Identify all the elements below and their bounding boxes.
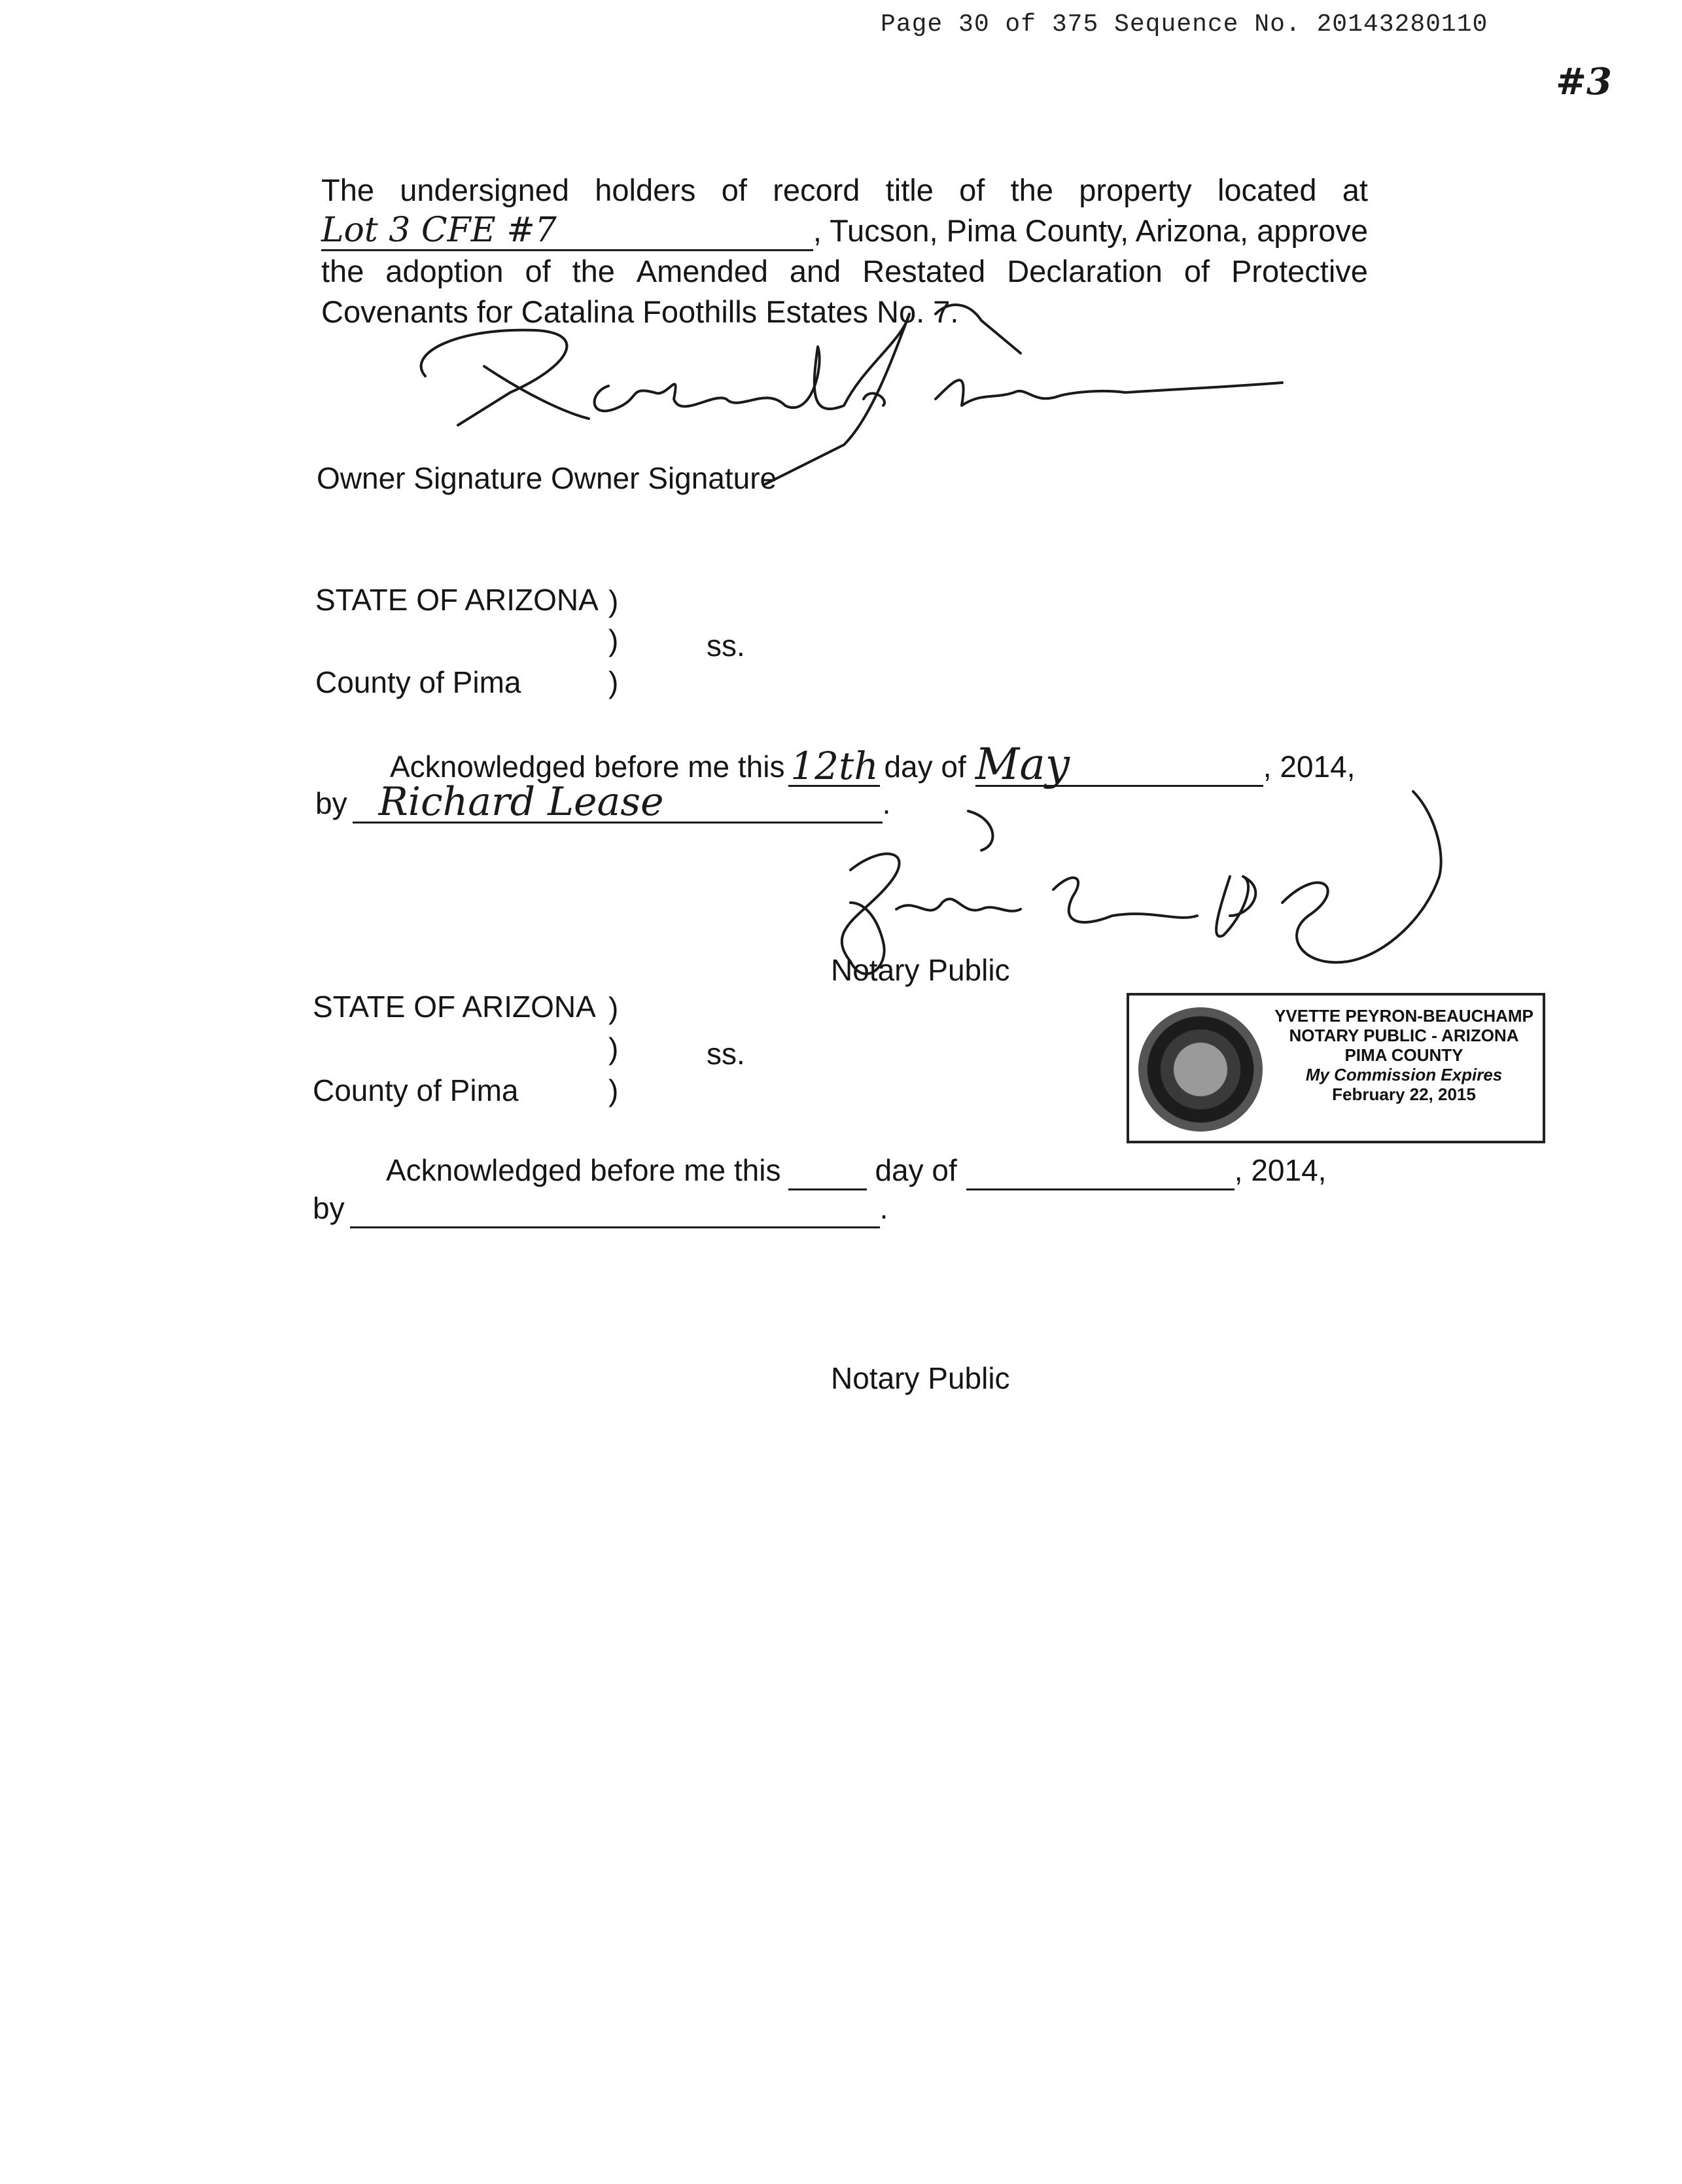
line3-word: of	[525, 254, 551, 288]
ack1-paren-3: )	[608, 665, 619, 699]
line3-word: Declaration	[1007, 254, 1163, 288]
ack1-paren-2: )	[608, 623, 619, 657]
stamp-county: PIMA COUNTY	[1344, 1045, 1463, 1065]
ack2-county-label: County of Pima	[313, 1073, 519, 1107]
line3-word: adoption	[385, 254, 504, 288]
corner-page-mark: #3	[1556, 60, 1612, 103]
line1-word: at	[1342, 173, 1368, 207]
property-location-field: Lot 3 CFE #7	[321, 211, 813, 251]
ack1-ss: ss.	[707, 629, 745, 663]
owner-signature-label: Owner Signature Owner Signature	[317, 461, 777, 495]
stamp-notary-name: YVETTE PEYRON-BEAUCHAMP	[1274, 1006, 1533, 1026]
ack2-ss: ss.	[707, 1037, 745, 1071]
ack2-state-label: STATE OF ARIZONA	[313, 990, 596, 1024]
signature-loop	[968, 811, 992, 850]
ack2-notary-public-label: Notary Public	[831, 1361, 1010, 1395]
line1-word: record	[773, 173, 860, 207]
ack2-paren-2: )	[608, 1031, 619, 1066]
ack1-name-field: Richard Lease	[353, 782, 883, 823]
ack1-by: by	[315, 786, 347, 820]
stamp-notary-title: NOTARY PUBLIC - ARIZONA	[1289, 1026, 1519, 1045]
line1-word: located	[1217, 173, 1317, 207]
ack1-period: .	[882, 786, 891, 820]
line3-word: the	[321, 254, 364, 288]
line3-word: the	[572, 254, 615, 288]
declaration-line-2-rest: , Tucson, Pima County, Arizona, approve	[813, 213, 1368, 248]
ack1-ack-prefix: Acknowledged before me this	[390, 750, 785, 784]
ack1-paren-1: )	[608, 584, 619, 618]
stamp-commission-label: My Commission Expires	[1305, 1065, 1503, 1084]
line3-word: Amended	[636, 254, 768, 288]
signature-flourish	[936, 305, 1021, 353]
page-sequence-header: Page 30 of 375 Sequence No. 20143280110	[881, 10, 1488, 39]
notary-signature	[842, 791, 1441, 974]
line1-word: the	[1010, 173, 1053, 207]
line3-word: Protective	[1231, 254, 1368, 288]
line1-word: of	[721, 173, 747, 207]
ack2-paren-3: )	[608, 1073, 619, 1107]
ack1-month-field: May	[975, 744, 1263, 787]
ack1-day-of: day of	[884, 750, 966, 784]
ack1-notary-public-label: Notary Public	[831, 953, 1010, 987]
ack1-year: , 2014,	[1263, 750, 1356, 784]
ack1-county-label: County of Pima	[315, 665, 521, 699]
owner-signature	[421, 314, 1282, 484]
ack1-state-label: STATE OF ARIZONA	[315, 583, 599, 617]
line1-word: holders	[595, 173, 696, 207]
line1-word: title	[885, 173, 934, 207]
line3-word: Restated	[862, 254, 986, 288]
line1-word: property	[1079, 173, 1192, 207]
line1-word: undersigned	[400, 173, 569, 207]
ack2-by: by	[313, 1191, 345, 1225]
ack2-paren-1: )	[608, 991, 619, 1025]
ack2-day-of: day of	[875, 1153, 957, 1187]
line3-word: and	[789, 254, 841, 288]
line1-word: The	[321, 173, 374, 207]
stamp-commission-date: February 22, 2015	[1332, 1084, 1476, 1104]
ack1-day-field: 12th	[788, 747, 880, 787]
line3-word: of	[1183, 254, 1210, 288]
ack2-ack-prefix: Acknowledged before me this	[386, 1153, 781, 1187]
ack2-year: , 2014,	[1234, 1153, 1327, 1187]
line1-word: of	[959, 173, 985, 207]
ack2-period: .	[879, 1191, 888, 1225]
declaration-line-4: Covenants for Catalina Foothills Estates No. 7.	[321, 294, 959, 329]
